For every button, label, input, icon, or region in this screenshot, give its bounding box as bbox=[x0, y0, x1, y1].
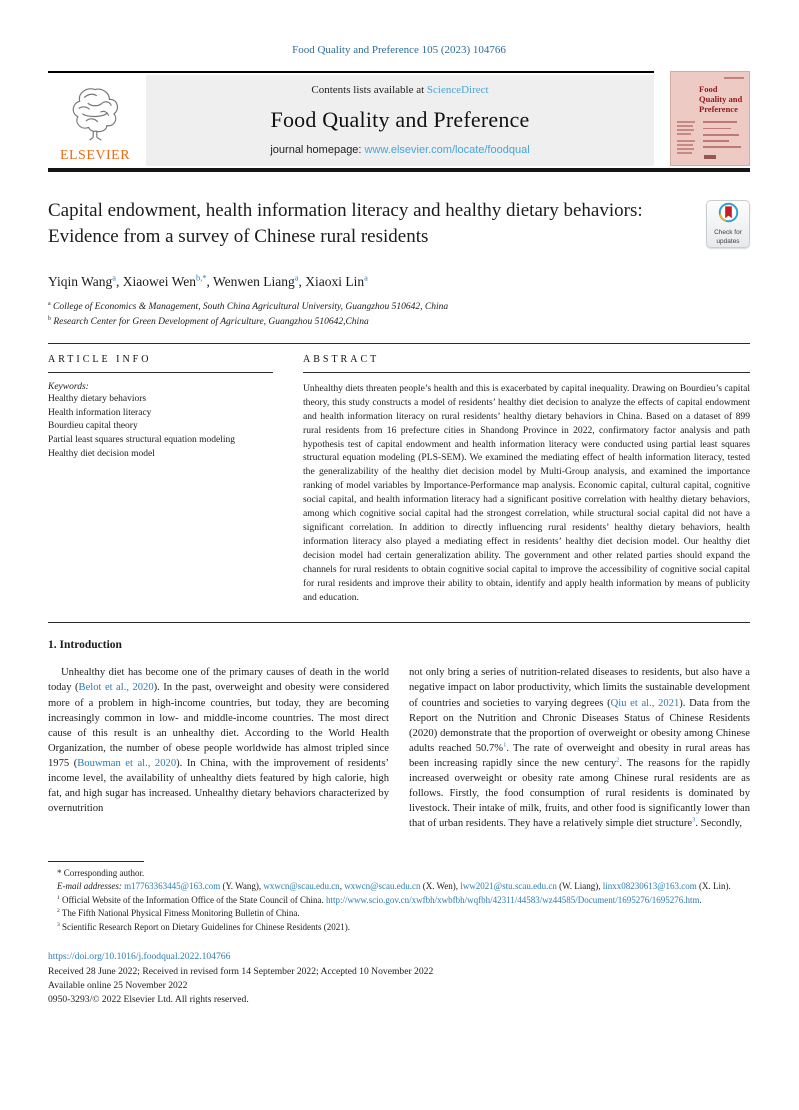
journal-header bbox=[48, 71, 750, 166]
sciencedirect-link[interactable]: ScienceDirect bbox=[426, 84, 489, 96]
article-info-heading: ARTICLE INFO bbox=[48, 353, 152, 365]
keyword: Bourdieu capital theory bbox=[48, 421, 138, 432]
author-affil-mark[interactable]: b,* bbox=[196, 273, 207, 283]
footnote-3: $^3$ Scientific Research Report on Dietary Guidelines for Chinese Residents (2021). bbox=[57, 921, 350, 932]
homepage-line bbox=[154, 144, 646, 156]
article-meta-footer bbox=[48, 950, 750, 1008]
elsevier-tree-icon bbox=[66, 85, 124, 146]
badge-text: Check for updates bbox=[714, 229, 742, 245]
abstract-text: Unhealthy diets threaten people’s health and this is exacerbated by capital inequality. Drawing on Bourdieu’s capital theory, this study constructs a model of residents’ healthy diet decision to analyze the effects of capital endowment and health information literacy on rural residents’ healthy dietary behaviors in China. Based on a dataset of 899 rural residents from 16 prefecture cities in Shandong Province in 2022, confirmatory factor analysis and path hypothesis test of capital endowment and health information literacy were conducted using partial least squares structural equation modeling (PLS-SEM). We examined the mediating effect of health information literacy, tested the generalizability of the healthy diet decision model by Multi-Group analysis, and examined the importance ranking of model variables by Importance-Performance map analysis. Economic capital, cultural capital, cognitive social capital, and health information literacy had a significant positive correlation with healthy dietary behaviors, among which cognitive social capital had the strongest correlation, while structural social capital did not have a significant correlation. In addition to directly influencing rural residents’ healthy dietary behaviors, health information literacy also played a mediating effect in residents’ healthy diet decision model. Our healthy diet decision model had certain generalization ability. The government and other related parties should expand the channels for rural residents to obtain cognitive social capital to improve the accessibility of cognitive social capital for rural residents and improve their ability to obtain, identify and apply health information by means of publicity and education. bbox=[303, 382, 750, 603]
author: Yiqin Wang$^a$, bbox=[48, 273, 123, 290]
cover-decor-bottombar bbox=[704, 155, 716, 159]
elsevier-wordmark: ELSEVIER bbox=[59, 148, 131, 163]
cover-topics-list bbox=[697, 121, 744, 156]
received-dates: Received 28 June 2022; Received in revised form 14 September 2022; Accepted 10 November 2022 bbox=[48, 965, 434, 977]
cover-decor-topline bbox=[724, 77, 744, 79]
author: Wenwen Liang$^a$, bbox=[213, 273, 306, 290]
keyword: Healthy diet decision model bbox=[48, 449, 155, 459]
contents-prefix: Contents lists available at bbox=[311, 84, 427, 96]
email-link[interactable]: m17763363445@163.com bbox=[124, 881, 221, 892]
email-addresses-line: E-mail addresses: m17763363445@163.com (Y. Wang), wxwcn@scau.edu.cn, wxwcn@scau.edu.cn (X. Wen), lww2021@stu.scau.edu.cn (W. Liang), linxx08230613@163.com (X. Lin). bbox=[57, 881, 731, 892]
author: Xiaowei Wen$^{b,*}$, bbox=[122, 273, 214, 290]
check-for-updates-badge[interactable] bbox=[706, 200, 750, 248]
affiliation-list bbox=[48, 300, 750, 329]
journal-cover-thumbnail[interactable] bbox=[670, 71, 750, 166]
citation-link[interactable]: Belot et al., 2020 bbox=[78, 682, 154, 694]
available-online: Available online 25 November 2022 bbox=[48, 980, 188, 992]
author-affil-mark[interactable]: a bbox=[112, 273, 117, 283]
homepage-link[interactable]: www.elsevier.com/locate/foodqual bbox=[364, 144, 530, 156]
journal-citation: Food Quality and Preference 105 (2023) 104766 bbox=[292, 44, 506, 56]
contents-line bbox=[154, 84, 646, 96]
footnote-url-link[interactable]: http://www.scio.gov.cn/xwfbh/xwbfbh/wqfbh/42311/44583/wz44585/Document/1695276/1695276.htm bbox=[326, 894, 700, 905]
article-info-column bbox=[48, 354, 273, 605]
citation-link[interactable]: Bouwman et al., 2020 bbox=[77, 757, 177, 769]
abstract-rule bbox=[303, 372, 750, 373]
keywords-label: Keywords: bbox=[48, 381, 89, 392]
email-link[interactable]: lww2021@stu.scau.edu.cn bbox=[460, 881, 557, 892]
divider-rule bbox=[48, 622, 750, 623]
footnote-1: $^1$ Official Website of the Information Office of the State Council of China. http://www.scio.gov.cn/xwfbh/xwbfbh/wqfbh/42311/44583/wz44585/Document/1695276/1695276.htm. bbox=[57, 894, 702, 905]
author-name[interactable]: Yiqin Wang bbox=[48, 274, 113, 290]
citation-link[interactable]: Qiu et al., 2021 bbox=[610, 697, 680, 709]
divider-rule bbox=[48, 343, 750, 344]
journal-title: Food Quality and Preference bbox=[270, 107, 530, 132]
doi-link[interactable]: https://doi.org/10.1016/j.foodqual.2022.104766 bbox=[48, 951, 231, 963]
affiliation: $^a$ College of Economics & Management, South China Agricultural University, Guangzhou 510642, China bbox=[48, 301, 449, 313]
email-link[interactable]: linxx08230613@163.com bbox=[602, 881, 697, 892]
email-label: E-mail addresses: bbox=[57, 881, 122, 892]
keyword: Health information literacy bbox=[48, 407, 152, 418]
cover-body bbox=[677, 121, 744, 156]
intro-right-column: not only bring a series of nutrition-related diseases to residents, but also have a negative impact on labor productivity, which limits the sustainable development of countries and societies to varying degrees (Qiu et al., 2021). Data from the Report on the Nutrition and Chronic Diseases Status of Chinese Residents (2020) demonstrate that the proportion of overweight or obesity among Chinese adults reached 50.7%$^1$. The rate of overweight and obesity in rural areas has been increasing rapidly since the new century$^2$. The reasons for the rapidly increased overweight or obesity rate among Chinese rural residents are as follows. Firstly, the food consumption of rural residents is dominated by livestock. Their intake of milk, fruits, and other food is significantly lower than that of urban residents. They have a relatively simple diet structure$^3$. Secondly, bbox=[409, 667, 750, 829]
footnote-ref[interactable]: 3 bbox=[692, 816, 696, 824]
author bbox=[305, 274, 368, 289]
homepage-prefix: journal homepage: bbox=[270, 144, 365, 156]
header-thick-rule bbox=[48, 168, 750, 172]
author-name[interactable]: Wenwen Liang bbox=[213, 274, 295, 290]
footnote-ref[interactable]: 2 bbox=[616, 756, 620, 764]
footnotes-section bbox=[48, 861, 750, 935]
author-name[interactable]: Xiaowei Wen bbox=[122, 274, 197, 290]
issn-copyright: 0950-3293/© 2022 Elsevier Ltd. All rights reserved. bbox=[48, 994, 249, 1006]
banner-center bbox=[146, 75, 654, 166]
cover-editors-block bbox=[677, 121, 697, 156]
keyword: Healthy dietary behaviors bbox=[48, 393, 147, 404]
abstract-heading: ABSTRACT bbox=[303, 353, 380, 365]
journal-banner bbox=[48, 71, 654, 166]
footnote-ref[interactable]: 1 bbox=[503, 741, 507, 749]
author-affil-mark[interactable]: a bbox=[364, 273, 368, 283]
author-list bbox=[48, 274, 750, 290]
bookmark-icon bbox=[718, 202, 739, 228]
article-title: Capital endowment, health information literacy and healthy dietary behaviors: Evidence from a survey of Chinese rural residents bbox=[48, 200, 643, 248]
author-name[interactable]: Xiaoxi Lin bbox=[305, 274, 365, 290]
affiliation: $^b$ Research Center for Green Development of Agriculture, Guangzhou 510642,China bbox=[48, 315, 369, 327]
intro-left-column: Unhealthy diet has become one of the primary causes of death in the world today (Belot et al., 2020). In the past, overweight and obesity were considered more of a problem in high-income countries, but today, they are becoming increasingly common in low- and middle-income countries. The most direct cause of this result is an unhealthy diet. According to the World Health Organization, the number of obese people worldwide has almost tripled since 1975 (Bouwman et al., 2020). In China, with the improvement of residents’ income level, the availability of unhealthy diets featured by high calorie, high fat, and high sugar has increased. Unhealthy dietary behaviors characterized by overnutrition bbox=[48, 667, 389, 814]
cover-title: Food Quality and Preference bbox=[699, 84, 743, 114]
article-info-rule bbox=[48, 372, 273, 373]
abstract-column bbox=[303, 354, 750, 605]
elsevier-logo[interactable] bbox=[48, 73, 146, 166]
footnote-rule bbox=[48, 861, 144, 862]
author-affil-mark[interactable]: a bbox=[294, 273, 299, 283]
info-abstract-section bbox=[48, 354, 750, 605]
section-heading-introduction: 1. Introduction bbox=[48, 639, 122, 652]
corresponding-author-note: * Corresponding author. bbox=[57, 867, 145, 878]
keyword: Partial least squares structural equation modeling bbox=[48, 435, 236, 446]
email-link[interactable]: wxwcn@scau.edu.cn bbox=[263, 881, 340, 892]
title-row bbox=[48, 198, 750, 250]
introduction-body bbox=[48, 665, 750, 830]
email-link[interactable]: wxwcn@scau.edu.cn bbox=[344, 881, 421, 892]
footnote-2: $^2$ The Fifth National Physical Fitness Monitoring Bulletin of China. bbox=[57, 908, 300, 919]
journal-page bbox=[0, 44, 799, 1008]
